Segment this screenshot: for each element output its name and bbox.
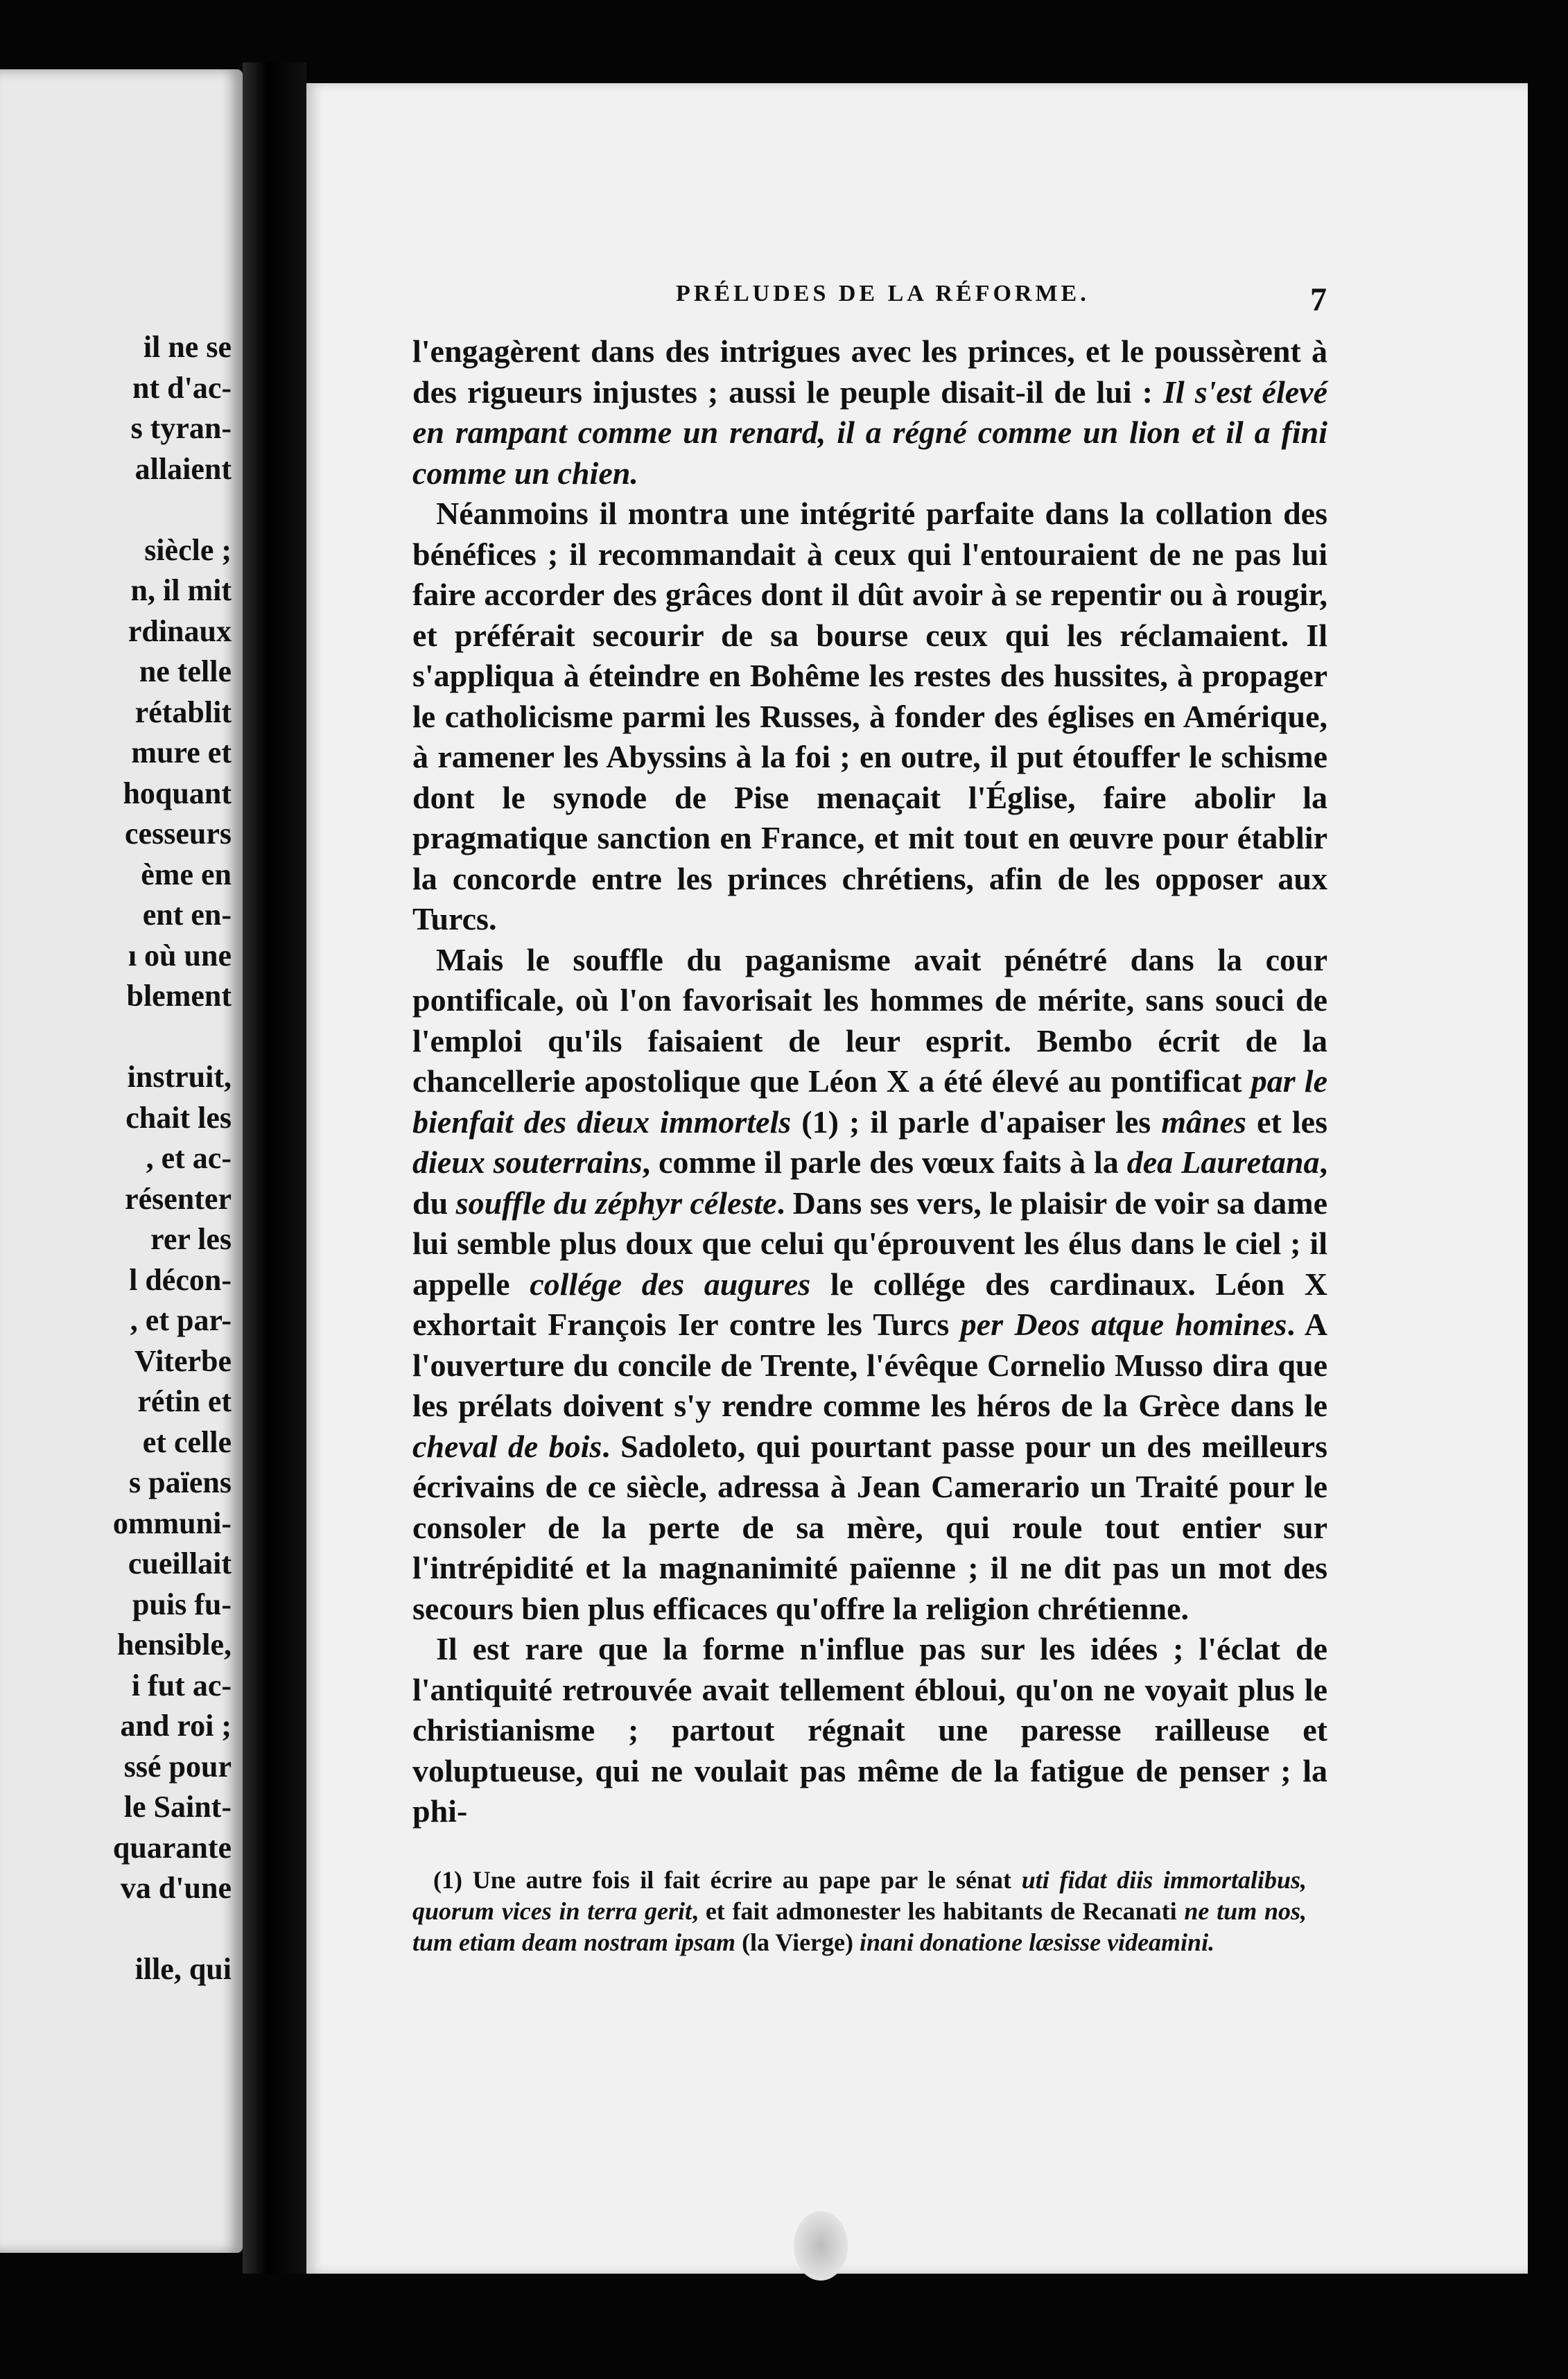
left-page-line: l décon-	[129, 1262, 232, 1297]
left-page-line: quarante	[112, 1830, 232, 1865]
paragraph	[412, 494, 1327, 940]
paragraph	[412, 940, 1327, 1630]
left-page-line: mure et	[131, 735, 232, 769]
left-page-line: allaient	[134, 451, 232, 486]
italic-text: par le bienfait des dieux immortels	[412, 1063, 1327, 1140]
left-page-line: cueillait	[128, 1546, 232, 1580]
italic-text: dea Lauretana	[1126, 1144, 1320, 1180]
text-run: et les	[1246, 1104, 1327, 1140]
left-page-text	[0, 69, 243, 2253]
left-page-line: s tyran-	[130, 411, 232, 445]
left-page-line: ille, qui	[134, 1952, 232, 1986]
left-page-line: et celle	[142, 1424, 232, 1459]
left-page-line: chait les	[125, 1100, 232, 1135]
left-page-line: , et par-	[130, 1303, 232, 1337]
left-page-line: nt d'ac-	[132, 370, 232, 405]
page-smudge	[794, 2211, 848, 2281]
italic-text: souffle du zéphyr céleste	[455, 1185, 777, 1221]
left-page-line: ommuni-	[112, 1506, 232, 1540]
text-run: le collége des cardinaux. Léon X exhortait François Ier contre les Turcs	[412, 1266, 1328, 1342]
left-page-line: instruit,	[127, 1060, 232, 1094]
paragraph	[412, 331, 1327, 494]
left-page-line: rétablit	[134, 695, 232, 729]
italic-text: inani donatione læsisse videamini.	[860, 1928, 1215, 1956]
text-run: , et fait admonester les habitants de Recanati	[692, 1897, 1185, 1925]
left-page-line: rer les	[150, 1222, 232, 1256]
left-page-line: Viterbe	[134, 1343, 232, 1378]
left-page-line: blement	[126, 979, 232, 1013]
left-page-line: ne telle	[139, 654, 232, 688]
left-page-line: rétin et	[137, 1384, 232, 1418]
left-page-line: il ne se	[143, 330, 232, 364]
left-page-line: ssé pour	[123, 1749, 232, 1784]
left-page-line: ent en-	[142, 898, 232, 932]
italic-text: uti fidat diis immortalibus, quorum vices in terra gerit	[412, 1866, 1307, 1925]
left-page-line: rdinaux	[128, 613, 232, 648]
text-run: . Dans ses vers, le plaisir de voir sa dame lui semble plus doux que celui qu'éprouvent les élus dans le ciel ; il appelle	[412, 1185, 1327, 1302]
book-gutter	[243, 62, 306, 2274]
italic-text: per Deos atque homines	[960, 1307, 1287, 1342]
left-page-line: hensible,	[116, 1628, 232, 1662]
text-run: . A l'ouverture du concile de Trente, l'évêque Cornelio Musso dira que les prélats doivent s'y rendre comme les héros de la Grèce dans le	[412, 1307, 1327, 1423]
left-page-line: va d'une	[120, 1871, 232, 1905]
text-run: , comme il parle des vœux faits à la	[642, 1144, 1127, 1180]
left-page-line: siècle ;	[144, 532, 232, 567]
text-run: (1) ; il parle d'apaiser les	[791, 1104, 1162, 1140]
text-run: . Sadoleto, qui pourtant passe pour un des meilleurs écrivains de ce siècle, adressa à Jean Camerario un Traité pour le consoler de la perte de sa mère, qui roule tout entier sur l'intrépidité et la magnanimité païenne ; il ne dit pas un mot des secours bien plus efficaces qu'offre la religion chrétienne.	[412, 1428, 1327, 1626]
left-page-line: puis fu-	[132, 1587, 232, 1621]
text-run: Il est rare que la forme n'influe pas sur les idées ; l'éclat de l'antiquité retrouvée avait tellement ébloui, qu'on ne voyait plus le christianisme ; partout régnait une paresse railleuse et voluptueuse, qui ne voulait pas même de la fatigue de penser ; la phi-	[412, 1631, 1327, 1829]
page-number: 7	[1310, 281, 1327, 318]
text-run: , du	[412, 1144, 1327, 1221]
left-page-line: s païens	[129, 1465, 232, 1499]
italic-text: Il s'est élevé en rampant comme un renard, il a régné comme un lion et il a fini comme un chien.	[412, 374, 1327, 491]
left-facing-page	[0, 69, 243, 2253]
left-page-line: résenter	[125, 1181, 232, 1216]
left-page-line: i fut ac-	[131, 1668, 232, 1702]
left-page-line: and roi ;	[120, 1709, 232, 1743]
left-page-line: cesseurs	[125, 817, 232, 851]
text-run: l'engagèrent dans des intrigues avec les princes, et le poussèrent à des rigueurs injustes ; aussi le peuple disait-il de lui :	[412, 333, 1327, 410]
text-run: Néanmoins il montra une intégrité parfaite dans la collation des bénéfices ; il recommandait à ceux qui l'entouraient de ne pas lui faire accorder des grâces dont il dût avoir à se repentir ou à rougir, et préférait secourir de sa bourse ceux qui les réclamaient. Il s'appliqua à éteindre en Bohême les restes des hussites, à propager le catholicisme parmi les Russes, à fonder des églises en Amérique, à ramener les Abyssins à la foi ; en outre, il put étouffer le schisme dont le synode de Pise menaçait l'Église, faire abolir la pragmatique sanction en France, et mit tout en œuvre pour établir la concorde entre les princes chrétiens, afin de les opposer aux Turcs.	[412, 496, 1327, 936]
text-run: Mais le souffle du paganisme avait pénétré dans la cour pontificale, où l'on favorisait les hommes de mérite, sans souci de l'emploi qu'ils faisaient de leur esprit. Bembo écrit de la chancellerie apostolique que Léon X a été élevé au pontificat	[412, 941, 1327, 1099]
italic-text: cheval de bois	[412, 1428, 602, 1464]
italic-text: dieux souterrains	[412, 1144, 643, 1180]
italic-text: ne tum nos, tum etiam deam nostram ipsam	[412, 1897, 1307, 1956]
left-page-line: le Saint-	[123, 1790, 232, 1824]
paragraph	[412, 1629, 1327, 1832]
left-page-line: , et ac-	[146, 1141, 232, 1175]
left-page-line: ı où une	[128, 938, 232, 973]
text-run: (la Vierge)	[735, 1928, 860, 1956]
italic-text: mânes	[1161, 1104, 1246, 1140]
left-page-line: hoquant	[123, 776, 232, 810]
running-header: PRÉLUDES DE LA RÉFORME.	[676, 281, 1090, 306]
italic-text: collége des augures	[530, 1266, 811, 1302]
body-text	[412, 331, 1327, 1832]
text-run: (1) Une autre fois il fait écrire au pape par le sénat	[433, 1866, 1022, 1894]
footnote	[412, 1865, 1307, 1958]
left-page-line: ème en	[141, 857, 232, 891]
left-page-line: n, il mit	[130, 573, 232, 607]
